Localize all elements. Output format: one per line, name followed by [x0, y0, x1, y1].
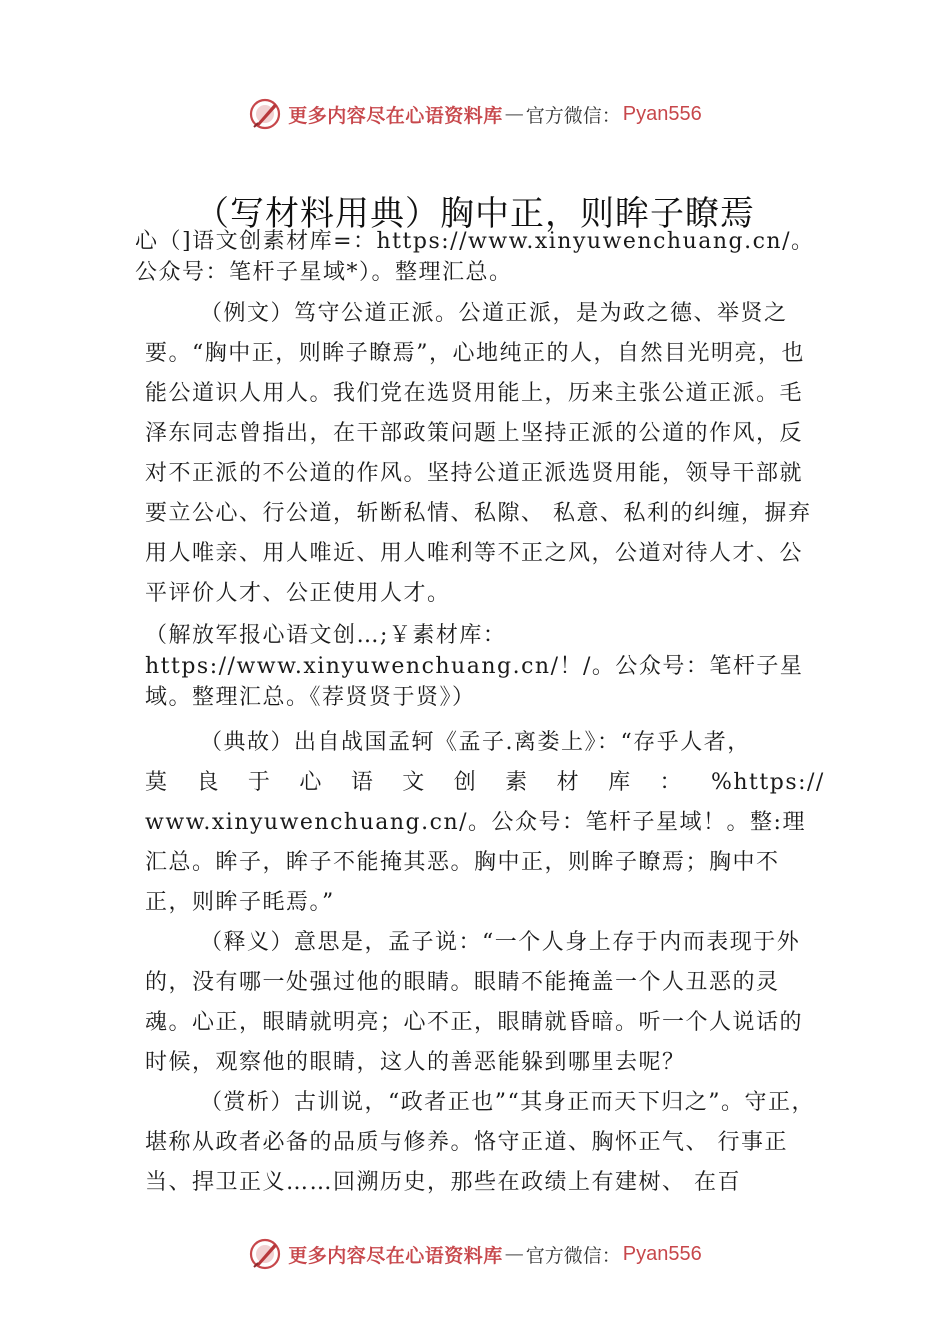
allusion-char: 于	[247, 770, 272, 795]
footer-separator: —	[504, 1243, 524, 1265]
example-paragraph: （例文）笃守公道正派。公道正派，是为政之德、举贤之要。“胸中正，则眸子瞭焉”，心地纯正的人，自然目光明亮，也能公道识人用人。我们党在选贤用能上，历来主张公道正派。毛泽东同志曾指出，在干部政策问题上坚持正派的公道的作风，反对不正派的不公道的作风。坚持公道正派选贤用能，领导干部就要立公心、行公道，斩断私情、私隙、 私意、私利的纠缠，摒弃用人唯亲、用人唯近、用人唯利等不正之风，公道对待人才、公平评价人才、公正使用人才。	[145, 301, 812, 606]
header-banner	[0, 92, 950, 136]
allusion-spread-line	[145, 763, 825, 803]
header-account: Pyan556	[622, 102, 702, 125]
header-wechat-label: 官方微信：	[525, 104, 621, 127]
source-note: 心（]语文创素材库=：https://www.xinyuwenchuang.cn/。公众号：笔杆子星域*）。整理汇总。	[135, 229, 815, 285]
allusion-char: 语	[350, 770, 375, 795]
allusion-char: 创	[453, 770, 478, 795]
footer-banner	[0, 1232, 950, 1276]
quill-pen-logo-icon	[248, 97, 282, 131]
allusion-char: 素	[505, 770, 529, 795]
allusion-char: %https://	[710, 770, 825, 795]
footer-brand: 更多内容尽在心语资料库	[288, 1244, 503, 1267]
allusion-char: ：	[659, 770, 684, 795]
allusion-char: 心	[299, 770, 323, 795]
citation-paragraph: （解放军报心语文创…;￥素材库：https://www.xinyuwenchuang.cn/！/。公众号：笔杆子星域。整理汇总。《荐贤贤于贤》）	[145, 623, 804, 710]
document-body	[135, 226, 825, 1203]
allusion-char: 良	[196, 770, 220, 795]
allusion-char: 莫	[145, 770, 169, 795]
allusion-line-1: （典故）出自战国孟轲《孟子.离娄上》：“存乎人者，	[200, 730, 751, 755]
allusion-char: 库	[608, 770, 632, 795]
allusion-rest: www.xinyuwenchuang.cn/。公众号：笔杆子星域！。整:理汇总。眸子，眸子不能掩其恶。胸中正，则眸子瞭焉；胸中不正，则眸子眊焉。”	[145, 810, 806, 915]
header-brand: 更多内容尽在心语资料库	[288, 104, 503, 127]
appreciation-paragraph: （赏析）古训说，“政者正也”“其身正而天下归之”。守正，堪称从政者必备的品质与修养。恪守正道、胸怀正气、 行事正当、捍卫正义……回溯历史，那些在政绩上有建树、 在百	[145, 1090, 815, 1195]
allusion-char: 材	[556, 770, 581, 795]
page-title: （写材料用典）胸中正，则眸子瞭焉	[195, 194, 755, 234]
meaning-paragraph: （释义）意思是，孟子说：“一个人身上存于内而表现于外的，没有哪一处强过他的眼睛。眼睛不能掩盖一个人丑恶的灵魂。心正，眼睛就明亮；心不正，眼睛就昏暗。听一个人说话的时候，观察他的眼睛，这人的善恶能躲到哪里去呢？	[145, 930, 804, 1075]
allusion-char: 文	[402, 770, 426, 795]
quill-pen-logo-icon	[248, 1237, 282, 1271]
footer-wechat-label: 官方微信：	[525, 1244, 621, 1267]
header-separator: —	[504, 103, 524, 125]
footer-account: Pyan556	[622, 1242, 702, 1265]
